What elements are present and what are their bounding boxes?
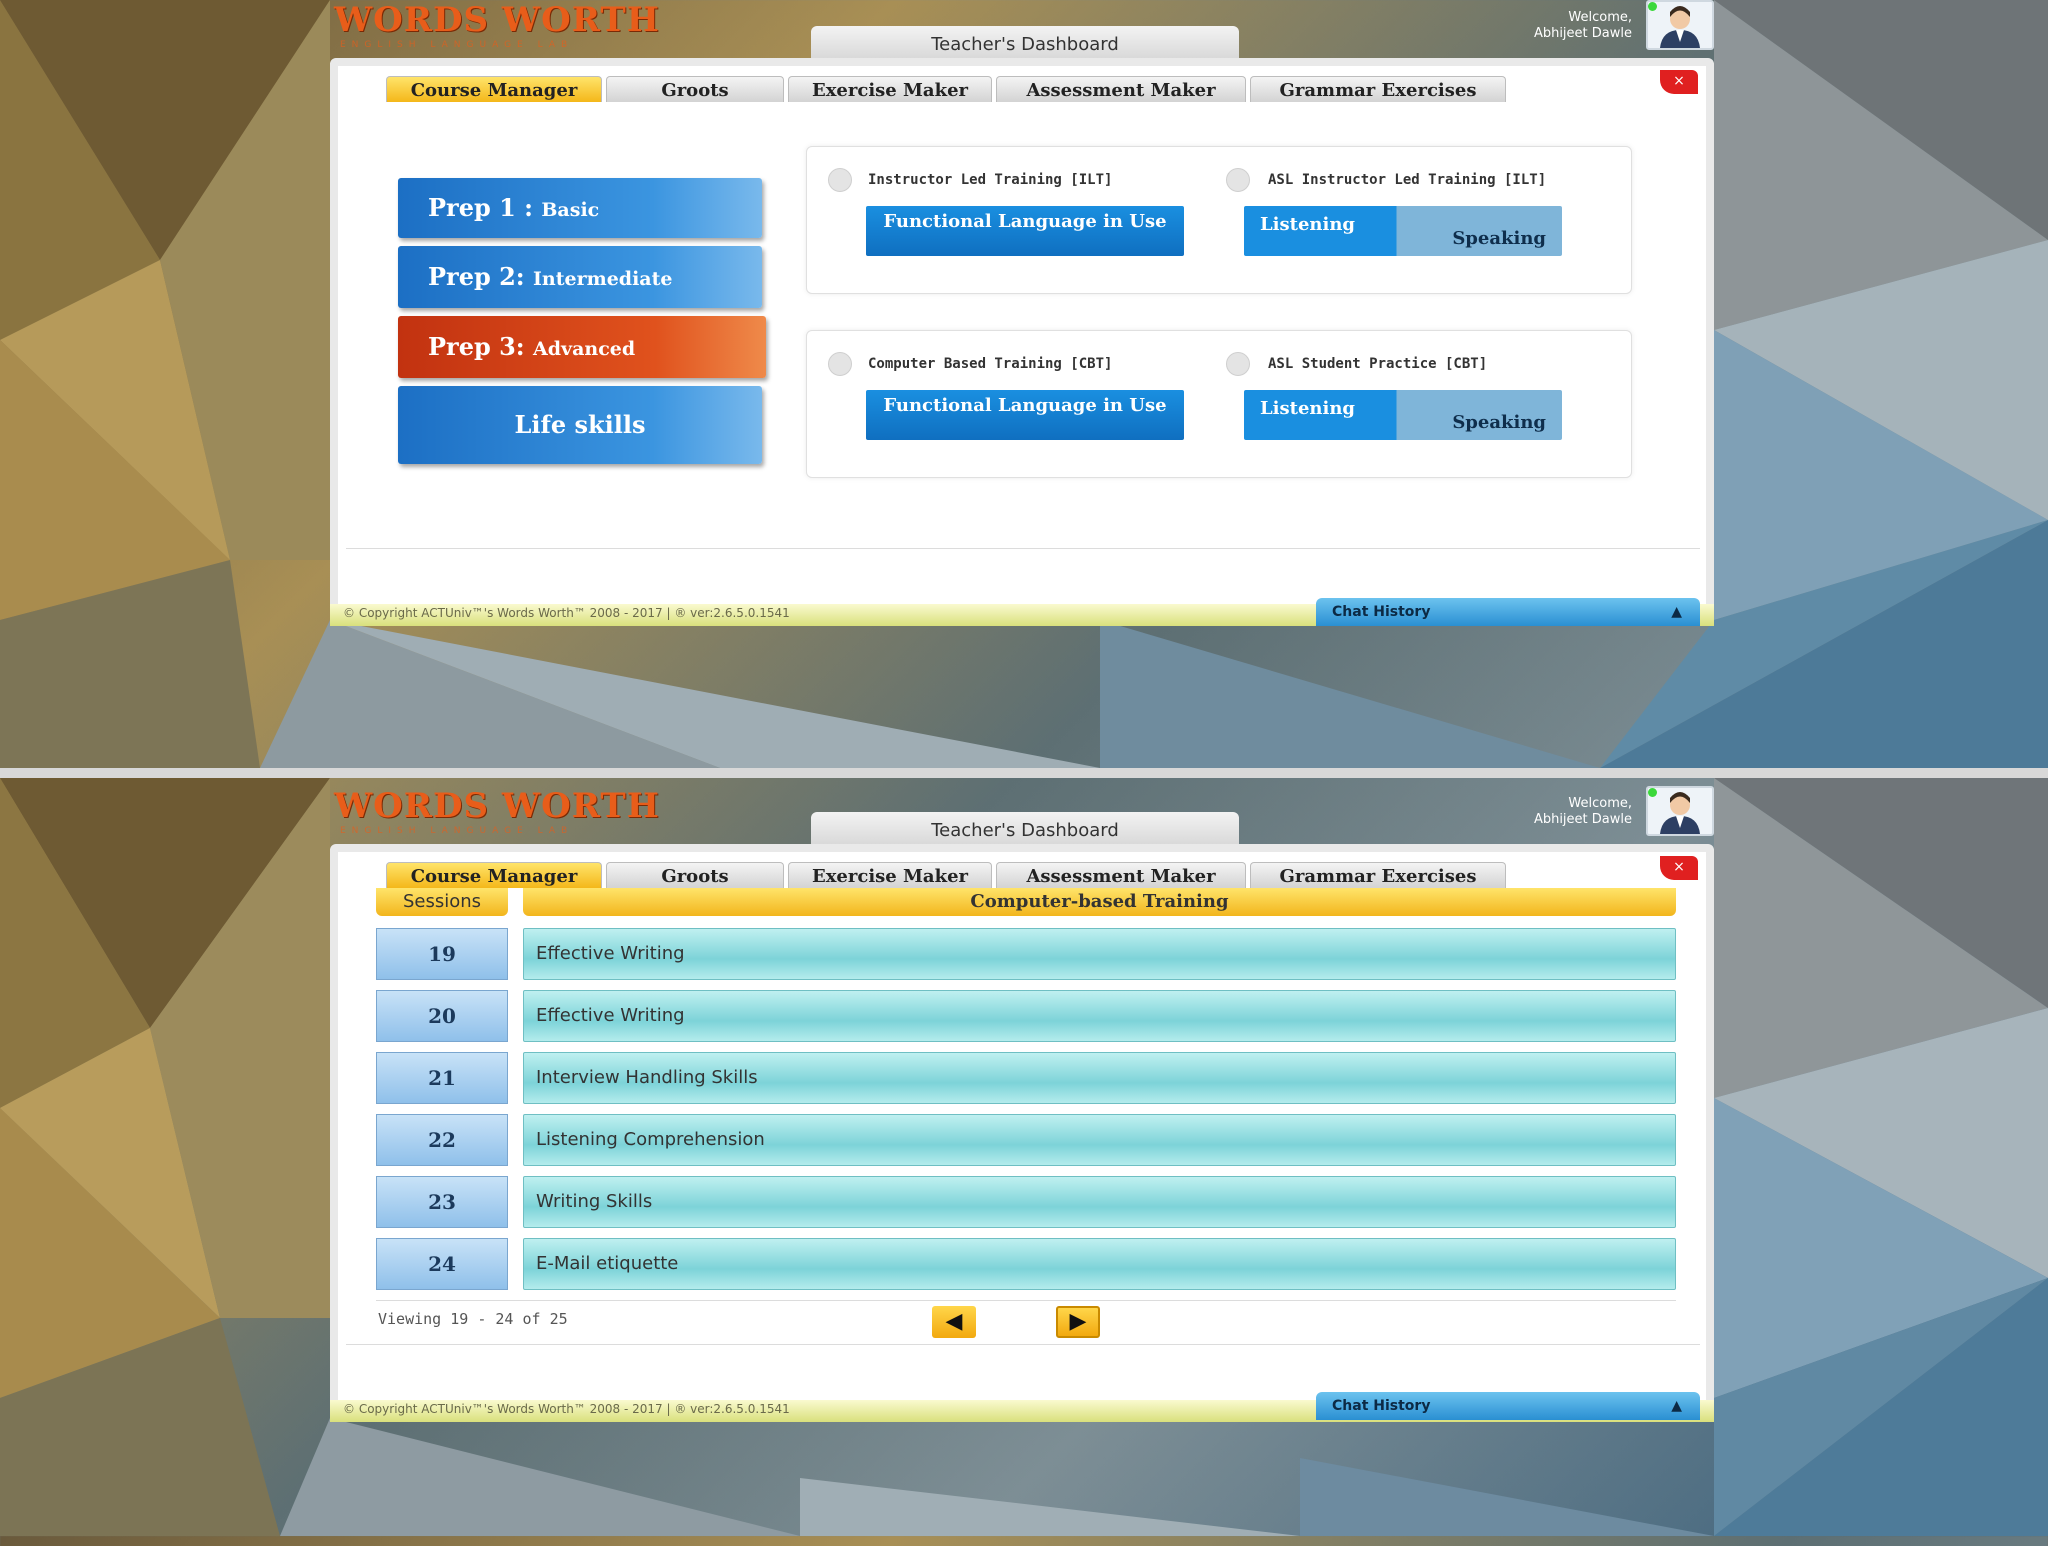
session-number[interactable]: 22 — [376, 1114, 508, 1166]
welcome-label: Welcome, — [1568, 796, 1632, 811]
session-title-row[interactable]: Interview Handling Skills — [523, 1052, 1676, 1104]
level-subtitle: Intermediate — [533, 268, 673, 290]
level-subtitle: Advanced — [533, 338, 636, 360]
functional-language-button[interactable]: Functional Language in Use — [866, 206, 1184, 256]
chat-history-button[interactable] — [1316, 598, 1700, 626]
cbt-label: Computer Based Training [CBT] — [868, 356, 1113, 372]
tab-course-manager[interactable]: Course Manager — [386, 862, 602, 888]
copyright-text: © Copyright ACTUniv™'s Words Worth™ 2008 - 2017 | ® ver:2.6.5.0.1541 — [343, 1402, 790, 1416]
session-title-row[interactable]: Effective Writing — [523, 928, 1676, 980]
panel-divider — [0, 768, 2048, 778]
radio-asl-ilt[interactable] — [1226, 168, 1250, 192]
online-status-icon — [1648, 2, 1657, 11]
close-button[interactable]: × — [1660, 70, 1698, 94]
tab-exercise-maker[interactable]: Exercise Maker — [788, 76, 992, 102]
logo-subtitle: ENGLISH LANGUAGE LAB — [340, 40, 574, 50]
tab-assessment-maker[interactable]: Assessment Maker — [996, 76, 1246, 102]
next-page-button[interactable] — [1056, 1306, 1100, 1338]
tab-grammar-exercises[interactable]: Grammar Exercises — [1250, 862, 1506, 888]
level-title: Prep 3: — [428, 332, 525, 361]
listening-label: Listening — [1260, 398, 1355, 419]
speaking-label: Speaking — [1452, 228, 1546, 249]
session-number[interactable]: 23 — [376, 1176, 508, 1228]
level-prep3-button[interactable] — [398, 316, 766, 378]
user-avatar-icon — [1648, 788, 1712, 834]
session-number[interactable]: 20 — [376, 990, 508, 1042]
session-title-row[interactable]: Effective Writing — [523, 990, 1676, 1042]
chat-history-label: Chat History — [1332, 1398, 1431, 1414]
asl-ilt-label: ASL Instructor Led Training [ILT] — [1268, 172, 1547, 188]
words-worth-logo: WORDS WORTH — [334, 0, 660, 40]
welcome-block — [1480, 796, 1632, 828]
session-number[interactable]: 24 — [376, 1238, 508, 1290]
session-title-row[interactable]: E-Mail etiquette — [523, 1238, 1676, 1290]
level-title: Life skills — [514, 410, 646, 439]
tab-groots[interactable]: Groots — [606, 862, 784, 888]
level-prep1-button[interactable] — [398, 178, 762, 238]
tab-exercise-maker[interactable]: Exercise Maker — [788, 862, 992, 888]
copyright-text: © Copyright ACTUniv™'s Words Worth™ 2008 - 2017 | ® ver:2.6.5.0.1541 — [343, 606, 790, 620]
level-title: Prep 1 : — [428, 193, 534, 222]
teachers-dashboard-title: Teacher's Dashboard — [811, 26, 1239, 62]
sessions-header: Sessions — [376, 888, 508, 916]
asl-cbt-label: ASL Student Practice [CBT] — [1268, 356, 1488, 372]
tab-grammar-exercises[interactable]: Grammar Exercises — [1250, 76, 1506, 102]
session-number[interactable]: 21 — [376, 1052, 508, 1104]
session-number[interactable]: 19 — [376, 928, 508, 980]
welcome-label: Welcome, — [1568, 10, 1632, 25]
main-tabs — [386, 76, 1506, 102]
listening-label: Listening — [1260, 214, 1355, 235]
level-subtitle: Basic — [541, 199, 600, 221]
chat-history-label: Chat History — [1332, 604, 1431, 620]
level-life-skills-button[interactable] — [398, 386, 762, 464]
session-title-row[interactable]: Listening Comprehension — [523, 1114, 1676, 1166]
chevron-up-icon: ▲ — [1671, 604, 1682, 620]
level-prep2-button[interactable] — [398, 246, 762, 308]
chevron-right-icon: ▶ — [1069, 1309, 1087, 1334]
radio-ilt[interactable] — [828, 168, 852, 192]
teachers-dashboard-title: Teacher's Dashboard — [811, 812, 1239, 848]
welcome-block — [1480, 10, 1632, 42]
tab-course-manager[interactable]: Course Manager — [386, 76, 602, 102]
chevron-left-icon: ◀ — [945, 1309, 963, 1334]
user-avatar-icon — [1648, 2, 1712, 48]
listening-speaking-button[interactable] — [1244, 390, 1562, 440]
radio-cbt[interactable] — [828, 352, 852, 376]
main-tabs — [386, 862, 1506, 888]
chevron-up-icon: ▲ — [1671, 1398, 1682, 1414]
listening-speaking-button[interactable] — [1244, 206, 1562, 256]
tab-groots[interactable]: Groots — [606, 76, 784, 102]
tab-assessment-maker[interactable]: Assessment Maker — [996, 862, 1246, 888]
words-worth-logo: WORDS WORTH — [334, 786, 660, 826]
avatar[interactable] — [1646, 786, 1714, 836]
online-status-icon — [1648, 788, 1657, 797]
table-divider — [376, 1300, 1676, 1301]
content-divider — [346, 1344, 1700, 1345]
content-divider — [346, 548, 1700, 549]
user-name: Abhijeet Dawle — [1533, 26, 1632, 41]
user-name: Abhijeet Dawle — [1533, 812, 1632, 827]
functional-language-button[interactable]: Functional Language in Use — [866, 390, 1184, 440]
radio-asl-cbt[interactable] — [1226, 352, 1250, 376]
session-title-row[interactable]: Writing Skills — [523, 1176, 1676, 1228]
chat-history-button[interactable] — [1316, 1392, 1700, 1420]
pagination-status: Viewing 19 - 24 of 25 — [378, 1310, 568, 1328]
ilt-label: Instructor Led Training [ILT] — [868, 172, 1113, 188]
logo-subtitle: ENGLISH LANGUAGE LAB — [340, 826, 574, 836]
prev-page-button[interactable] — [932, 1306, 976, 1338]
speaking-label: Speaking — [1452, 412, 1546, 433]
close-button[interactable]: × — [1660, 856, 1698, 880]
avatar[interactable] — [1646, 0, 1714, 50]
level-title: Prep 2: — [428, 262, 525, 291]
training-header: Computer-based Training — [523, 888, 1676, 916]
